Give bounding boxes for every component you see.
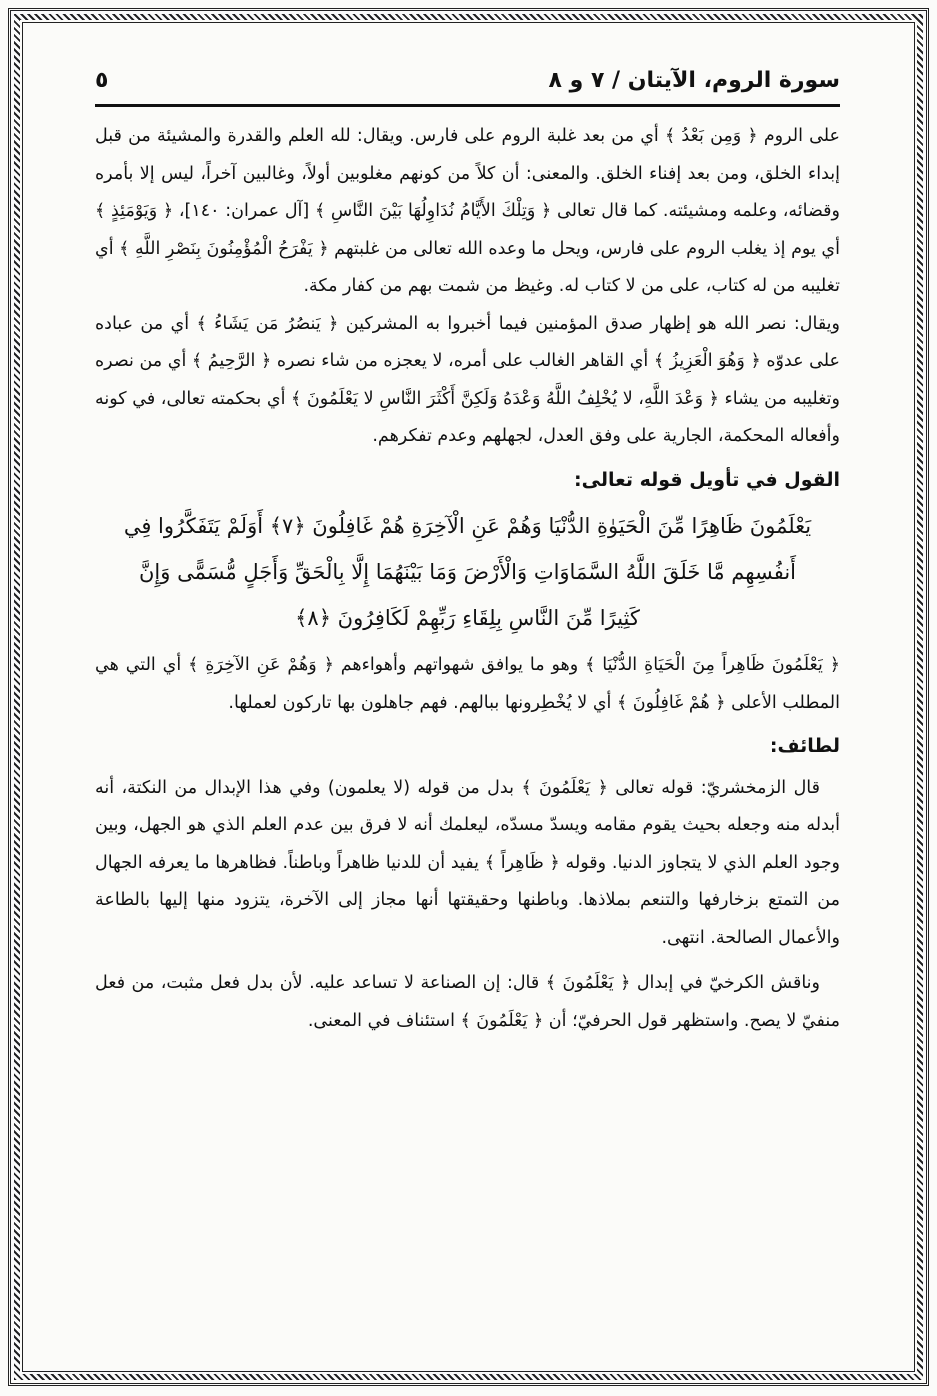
verse-line-3: كَثِيرًا مِّنَ النَّاسِ بِلِقَاءِ رَبِّهِمْ لَكَافِرُونَ ﴿٨﴾ bbox=[295, 606, 640, 630]
paragraph-1: على الروم ﴿ وَمِن بَعْدُ ﴾ أي من بعد غلبة الروم على فارس. ويقال: لله العلم والقدرة والمشيئة من قبل إبداء الخلق، ومن بعد إفناء الخلق. والمعنى: أن كلاً من كونهم مغلوبين أولاً، وغالبين آخراً، ليس إلا بأمره وقضائه، وعلمه ومشيئته. كما قال تعالى ﴿ وَتِلْكَ الأَيَّامُ نُدَاوِلُهَا بَيْنَ النَّاسِ ﴾ [آل عمران: ١٤٠]، ﴿ وَيَوْمَئِذٍ ﴾ أي يوم إذ يغلب الروم على فارس، ويحل ما وعده الله تعالى من غلبتهم ﴿ يَفْرَحُ الْمُؤْمِنُونَ بِنَصْرِ اللَّهِ ﴾ أي تغليبه من له كتاب، على من لا كتاب له. وغيظ من شمت بهم من كفار مكة. bbox=[95, 126, 840, 296]
paragraph-2: ويقال: نصر الله هو إظهار صدق المؤمنين فيما أخبروا به المشركين ﴿ يَنصُرُ مَن يَشَاءُ ﴾ أي من عباده على عدوّه ﴿ وَهُوَ الْعَزِيزُ ﴾ أي القاهر الغالب على أمره، لا يعجزه من شاء نصره ﴿ الرَّحِيمُ ﴾ أي من نصره وتغليبه من يشاء ﴿ وَعْدَ اللَّهِ، لا يُخْلِفُ اللَّهُ وَعْدَهُ وَلَكِنَّ أَكْثَرَ النَّاسِ لا يَعْلَمُونَ ﴾ أي بحكمته تعالى، في كونه وأفعاله المحكمة، الجارية على وفق العدل، لجهلهم وعدم تفكرهم. bbox=[95, 313, 840, 446]
paragraph-4: قال الزمخشريّ: قوله تعالى ﴿ يَعْلَمُونَ ﴾ بدل من قوله (لا يعلمون) وفي هذا الإبدال من النكتة، أنه أبدله منه وجعله بحيث يقوم مقامه ويسدّ مسدّه، ليعلمك أنه لا فرق بين عدم العلم الذي هو الجهل، وبين وجود العلم الذي لا يتجاوز الدنيا. وقوله ﴿ ظَاهِراً ﴾ يفيد أن للدنيا ظاهراً وباطناً. فظاهرها ما يعرفه الجهال من التمتع بزخارفها والتنعم بملاذها. وباطنها وحقيقتها أنها مجاز إلى الآخرة، يتزود منها إليها بالطاعة والأعمال الصالحة. انتهى. bbox=[95, 777, 840, 948]
running-header bbox=[95, 60, 840, 100]
header-rule bbox=[95, 104, 840, 107]
paragraph-gap bbox=[95, 957, 840, 965]
verse-line-2: أَنفُسِهِم مَّا خَلَقَ اللَّهُ السَّمَاوَاتِ وَالْأَرْضَ وَمَا بَيْنَهُمَا إِلَّا بِالْحَقِّ وَأَجَلٍ مُّسَمًّى وَإِنَّ bbox=[139, 560, 796, 584]
paragraph-3: ﴿ يَعْلَمُونَ ظَاهِراً مِنَ الْحَيَاةِ الدُّنْيَا ﴾ وهو ما يوافق شهواتهم وأهواءهم ﴿ وَهُمْ عَنِ الآخِرَةِ ﴾ أي التي هي المطلب الأعلى ﴿ هُمْ غَافِلُونَ ﴾ أي لا يُخْطِرونها ببالهم. فهم جاهلون بها تاركون لعملها. bbox=[95, 655, 840, 713]
paragraph-5: وناقش الكرخيّ في إبدال ﴿ يَعْلَمُونَ ﴾ قال: إن الصناعة لا تساعد عليه. لأن بدل فعل مثبت، من فعل منفيّ لا يصح. واستظهر قول الحرفيّ؛ أن ﴿ يَعْلَمُونَ ﴾ استئناف في المعنى. bbox=[95, 973, 840, 1031]
quran-verse-block bbox=[95, 503, 840, 641]
header-title: سورة الروم، الآيتان / ٧ و ٨ bbox=[548, 67, 840, 93]
page-body bbox=[95, 118, 840, 1040]
verse-line-1: يَعْلَمُونَ ظَاهِرًا مِّنَ الْحَيَوٰةِ الدُّنْيَا وَهُمْ عَنِ الْآخِرَةِ هُمْ غَافِلُونَ ﴿٧﴾ أَوَلَمْ يَتَفَكَّرُوا فِي bbox=[123, 514, 812, 538]
subsection-heading: لطائف: bbox=[769, 735, 840, 757]
section-heading: القول في تأويل قوله تعالى: bbox=[574, 468, 840, 491]
page-number: ٥ bbox=[95, 67, 109, 93]
